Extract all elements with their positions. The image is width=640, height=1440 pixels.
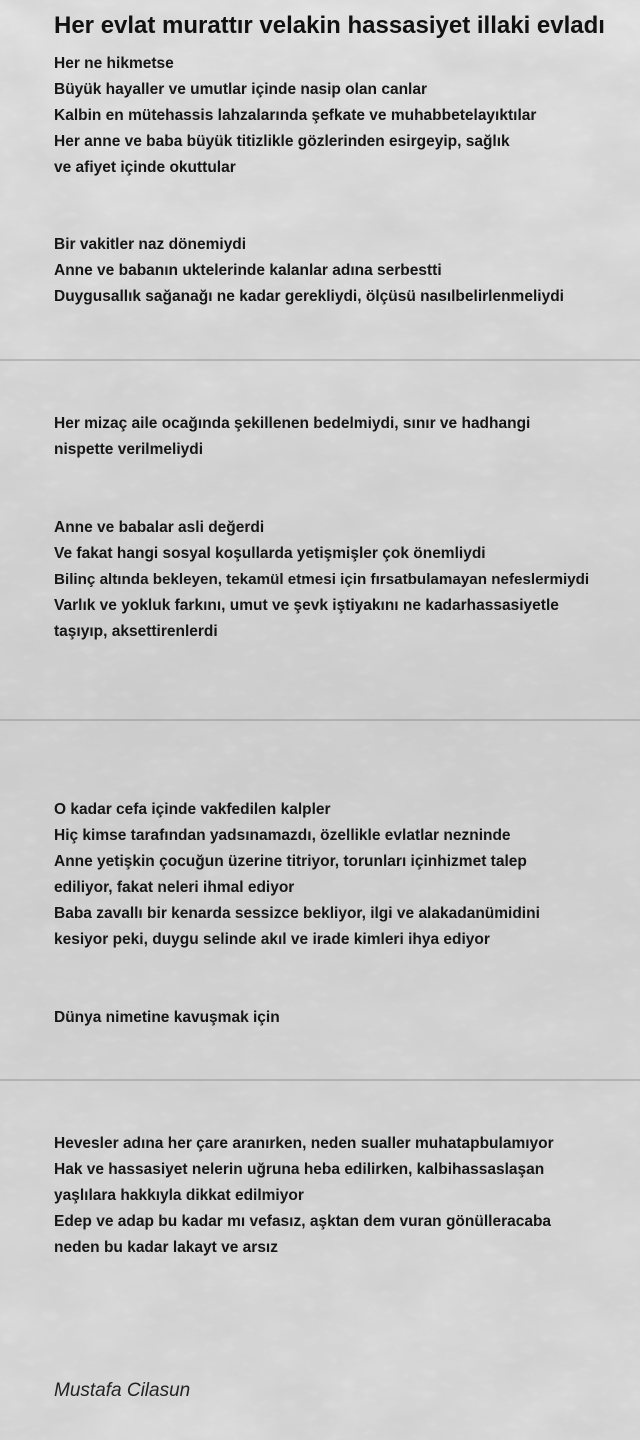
poem-line: Hevesler adına her çare aranırken, neden sualler muhatapbulamıyor (54, 1135, 554, 1152)
poem-line: Dünya nimetine kavuşmak için (54, 1009, 280, 1026)
poem-line: Varlık ve yokluk farkını, umut ve şevk iştiyakını ne kadarhassasiyetle (54, 597, 559, 614)
poem-line: Anne ve babanın uktelerinde kalanlar adına serbestti (54, 262, 442, 279)
poem-line: neden bu kadar lakayt ve arsız (54, 1239, 278, 1256)
poem-line: Hak ve hassasiyet nelerin uğruna heba edilirken, kalbihassaslaşan (54, 1161, 545, 1178)
tile-seam (0, 359, 640, 361)
poem-line: Edep ve adap bu kadar mı vefasız, aşktan dem vuran gönülleracaba (54, 1213, 552, 1230)
poem-line: Her ne hikmetse (54, 55, 174, 72)
poem-line: Hiç kimse tarafından yadsınamazdı, özellikle evlatlar nezninde (54, 827, 511, 844)
poem-line: Her mizaç aile ocağında şekillenen bedelmiydi, sınır ve hadhangi (54, 415, 531, 432)
poem-line: Baba zavallı bir kenarda sessizce bekliyor, ilgi ve alakadanümidini (54, 905, 540, 922)
poem-line: O kadar cefa içinde vakfedilen kalpler (54, 801, 331, 818)
poem-line: taşıyıp, aksettirenlerdi (54, 623, 218, 640)
poem-line: Her anne ve baba büyük titizlikle gözlerinden esirgeyip, sağlık (54, 133, 510, 150)
poem-line: Anne yetişkin çocuğun üzerine titriyor, torunları içinhizmet talep (54, 853, 527, 870)
poem-line: Bilinç altında bekleyen, tekamül etmesi için fırsatbulamayan nefeslermiydi (54, 571, 590, 588)
poem-line: Ve fakat hangi sosyal koşullarda yetişmişler çok önemliydi (54, 545, 486, 562)
poem-line: Bir vakitler naz dönemiydi (54, 236, 247, 253)
poem-line: nispette verilmeliydi (54, 441, 204, 458)
tile-seam (0, 719, 640, 721)
poem-title: Her evlat murattır velakin hassasiyet illaki evladı (54, 12, 605, 39)
poem-author: Mustafa Cilasun (54, 1380, 191, 1401)
poem-line: Duygusallık sağanağı ne kadar gerekliydi, ölçüsü nasılbelirlenmeliydi (54, 288, 564, 305)
poem-line: yaşlılara hakkıyla dikkat edilmiyor (54, 1187, 304, 1204)
poem-line: ediliyor, fakat neleri ihmal ediyor (54, 879, 295, 896)
poem-line: Kalbin en mütehassis lahzalarında şefkate ve muhabbetelayıktılar (54, 107, 537, 124)
poem-line: Anne ve babalar asli değerdi (54, 519, 265, 536)
tile-seam (0, 1079, 640, 1081)
poem-line: kesiyor peki, duygu selinde akıl ve irade kimleri ihya ediyor (54, 931, 490, 948)
poem-line: Büyük hayaller ve umutlar içinde nasip olan canlar (54, 81, 427, 98)
poem-line: ve afiyet içinde okuttular (54, 159, 236, 176)
